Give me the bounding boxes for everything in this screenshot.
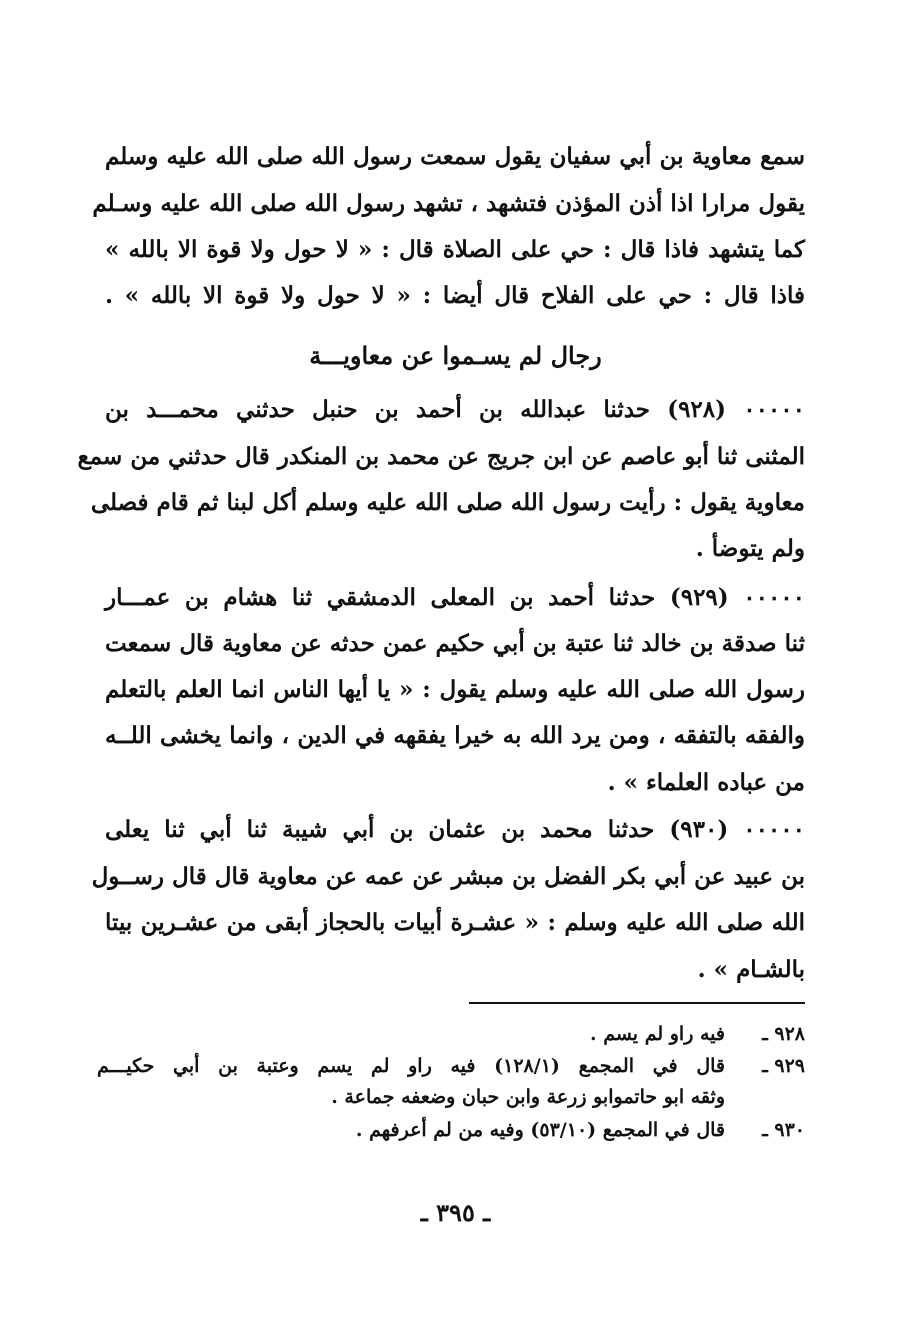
hadith-930-line-3: الله صلى الله عليه وسلم : « عشـرة أبيات بالحجاز أبقى من عشـرين بيتا: [105, 909, 805, 936]
intro-line-4: فاذا قال : حي على الفلاح قال أيضا : « لا حول ولا قوة الا بالله » .: [105, 282, 805, 309]
hadith-928-line-4: ولم يتوضأ .: [695, 535, 805, 562]
hadith-929-line-5: من عباده العلماء » .: [607, 769, 805, 796]
footnote-separator: [469, 1002, 805, 1004]
hadith-929-line-1: ٠٠٠٠٠ (٩٢٩) حدثنا أحمد بن المعلى الدمشقي ثنا هشام بن عمـــار: [105, 584, 806, 611]
intro-line-1: سمع معاوية بن أبي سفيان يقول سمعت رسول الله صلى الله عليه وسلم: [105, 143, 805, 170]
footnote-928-number: ٩٢٨ ـ: [762, 1023, 805, 1045]
intro-line-2: يقول مرارا اذا أذن المؤذن فتشهد ، تشهد رسول الله صلى الله عليه وسـلم: [92, 190, 805, 217]
footnote-929-text-line-2: وثقه ابو حاتموابو زرعة وابن حبان وضعفه جماعة .: [331, 1086, 725, 1108]
hadith-930-line-2: بن عبيد عن أبي بكر الفضل بن مبشر عن عمه عن معاوية قال قال رســول: [91, 863, 805, 890]
footnote-930-text: قال في المجمع (٥٣/١٠) وفيه من لم أعرفهم .: [355, 1119, 725, 1141]
footnote-929-number: ٩٢٩ ـ: [762, 1055, 805, 1077]
hadith-929-line-2: ثنا صدقة بن خالد ثنا عتبة بن أبي حكيم عمن حدثه عن معاوية قال سمعت: [105, 630, 805, 657]
footnote-930-number: ٩٣٠ ـ: [762, 1119, 805, 1141]
intro-line-3: كما يتشهد فاذا قال : حي على الصلاة قال : « لا حول ولا قوة الا بالله »: [105, 236, 805, 263]
hadith-929-line-3: رسول الله صلى الله عليه وسلم يقول : « يا أيها الناس انما العلم بالتعلم: [105, 676, 805, 703]
hadith-930-line-4: بالشـام » .: [697, 956, 805, 983]
hadith-928-line-1: ٠٠٠٠٠ (٩٢٨) حدثنا عبدالله بن أحمد بن حنبل حدثني محمـــد بن: [105, 396, 805, 423]
hadith-928-line-3: معاوية يقول : رأيت رسول الله صلى الله عليه وسلم أكل لبنا ثم قام فصلى: [90, 489, 805, 516]
hadith-928-line-2: المثنى ثنا أبو عاصم عن ابن جريج عن محمد بن المنكدر قال حدثني من سمع: [77, 443, 805, 470]
footnote-929-text-line-1: قال في المجمع (١٢٨/١) فيه راو لم يسم وعتبة بن أبي حكيـــم: [97, 1055, 725, 1077]
page-number: ـ ٣٩٥ ـ: [420, 1198, 491, 1227]
hadith-929-line-4: والفقه بالتفقه ، ومن يرد الله به خيرا يفقهه في الدين ، وانما يخشى اللــه: [105, 722, 805, 749]
hadith-930-line-1: ٠٠٠٠٠ (٩٣٠) حدثنا محمد بن عثمان بن أبي شيبة ثنا أبي ثنا يعلى: [105, 816, 805, 843]
section-heading: رجال لم يسـموا عن معاويـــة: [309, 341, 602, 370]
footnote-928-text: فيه راو لم يسم .: [589, 1023, 725, 1045]
